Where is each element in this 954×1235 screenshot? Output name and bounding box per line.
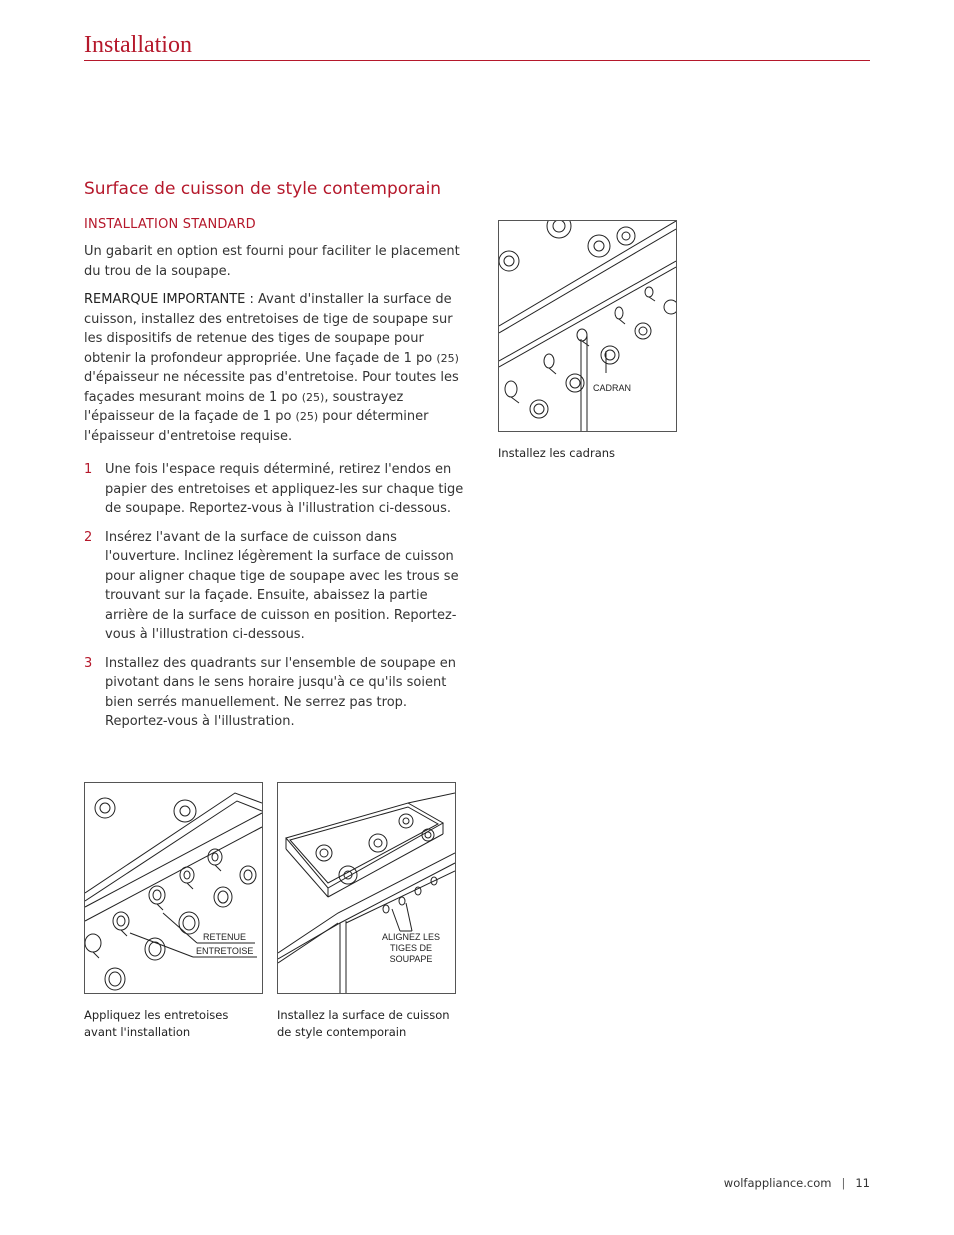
footer-separator: | (841, 1176, 846, 1190)
note-text-4: pour déterminer l'épaisseur d'entretoise requise. (84, 409, 429, 444)
figure-cooktop (277, 782, 456, 994)
note-metric-3: (25) (295, 410, 319, 423)
page-number: 11 (855, 1176, 870, 1190)
body-text (84, 242, 464, 741)
step-number: 3 (84, 655, 93, 671)
important-note (84, 290, 464, 446)
footer-site: wolfappliance.com (723, 1176, 832, 1190)
caption-cooktop: Installez la surface de cuisson de style contemporain (277, 1008, 450, 1039)
list-item (84, 460, 464, 519)
spacer-label: ENTRETOISE (196, 946, 254, 956)
note-text-2: d'épaisseur ne nécessite pas d'entretoise. Pour toutes les façades mesurant moins de 1 po (84, 370, 459, 405)
step-text: Insérez l'avant de la surface de cuisson dans l'ouverture. Inclinez légèrement la surface de cuisson pour aligner chaque tige de soupape avec les trous se trouvant sur la façade. Ensuite, abaissez la partie arrière de la surface de cuisson en position. Reportez-vous à l'illustration ci-dessous. (105, 529, 459, 642)
note-text-3: , soustrayez l'épaisseur de la façade de 1 po (84, 389, 404, 424)
caption-dials: Installez les cadrans (498, 446, 616, 460)
step-number: 1 (84, 462, 93, 477)
subheading: INSTALLATION STANDARD (84, 217, 256, 232)
step-text: Une fois l'espace requis déterminé, retirez l'endos en papier des entretoises et appliquez-les sur chaque tige de soupape. Reportez-vous à l'illustration ci-dessous. (105, 462, 464, 516)
spacers-illustration (85, 783, 262, 993)
intro-paragraph: Un gabarit en option est fourni pour faciliter le placement du trou de la soupape. (84, 244, 460, 279)
list-item (84, 528, 464, 645)
steps-list (84, 460, 464, 732)
figure-spacers (84, 782, 263, 994)
step-number: 2 (84, 529, 93, 545)
header-divider (84, 60, 870, 61)
caption-spacers: Appliquez les entretoises avant l'installation (84, 1008, 229, 1039)
page-title: Installation (84, 32, 192, 58)
page-footer (724, 1175, 870, 1191)
note-metric-1: (25) (436, 351, 459, 365)
dials-illustration (499, 221, 676, 431)
retainer-label: RETENUE (203, 932, 247, 942)
step-text: Installez des quadrants sur l'ensemble de soupape en pivotant dans le sens horaire jusqu'à ce qu'ils soient bien serrés manuellement. Ne serrez pas trop. Reportez-vous à l'illustration. (105, 655, 457, 729)
note-label: REMARQUE IMPORTANTE : (84, 292, 254, 307)
dial-callout-label: CADRAN (593, 383, 632, 393)
align-stems-label: ALIGNEZ LES TIGES DE SOUPAPE (381, 932, 441, 964)
list-item (84, 654, 464, 732)
note-metric-2: (25) (301, 390, 325, 404)
note-text-1: Avant d'installer la surface de cuisson, installez des entretoises de tige de soupape sur les dispositifs de retenue des tiges de soupape pour obtenir la profondeur appropriée. Une façade de 1 po (84, 292, 453, 366)
section-title: Surface de cuisson de style contemporain (84, 179, 442, 199)
figure-dials (498, 220, 677, 432)
